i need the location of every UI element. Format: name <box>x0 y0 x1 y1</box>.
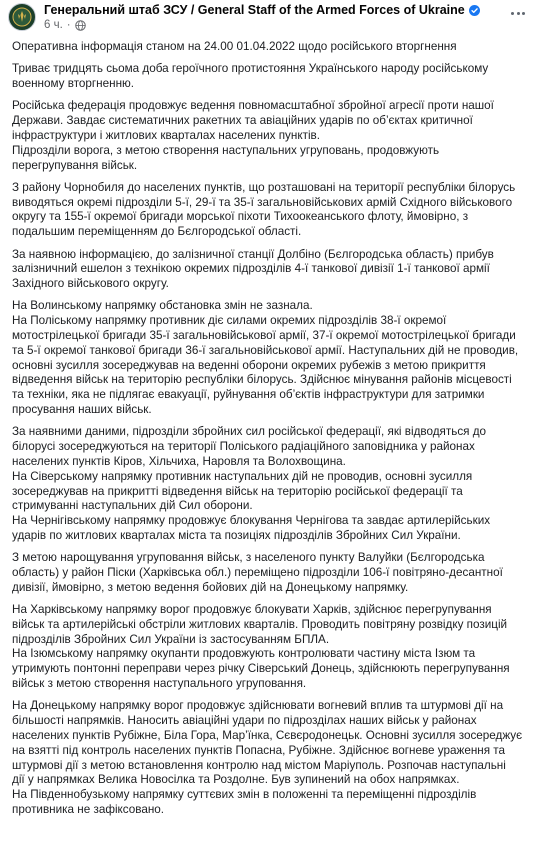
post-text-line: стримуванні наступальних дій Сил оборони. <box>12 499 253 513</box>
post-text-line: військ з метою створення наступального угруповання. <box>12 677 307 691</box>
post-text-line: білорусі зосереджуються на території Поліського радіаційного заповідника у районах <box>12 440 475 454</box>
post-paragraph <box>12 40 526 55</box>
post-text-line: дії у напрямках Велика Новосілка та Роздолне. Був зупинений на обох напрямках. <box>12 773 460 787</box>
post-text-line: підрозділів Збройних Сил України із застосуванням БПЛА. <box>12 632 330 646</box>
post-paragraph <box>12 425 526 543</box>
post-paragraph <box>12 603 526 692</box>
post-text-line: На Волинському напрямку обстановка змін не зазнала. <box>12 299 313 313</box>
post-text-line: та 5-ї окремої танкової бригади 36-ї загальновійськової армії. Наступальних дій не проводив, <box>12 343 519 357</box>
post-text-line: відведення військ на територію республіки білорусь. Здійснює мінування районів місцевості <box>12 373 512 387</box>
globe-icon <box>75 20 86 31</box>
post-text-line: На Ізюмському напрямку окупанти продовжують контролювати частину міста Ізюм та <box>12 647 476 661</box>
post-text-line: Держави. Завдає систематичних ракетних та авіаційних ударів по об’єктах критичної <box>12 114 473 128</box>
post-text-line: військ та артилерійські обстріли житлових кварталів. Проводить повітряну розвідку позицій <box>12 617 508 631</box>
post-text-line: За наявними даними, підрозділи збройних сил російської федерації, які відводяться до <box>12 425 487 439</box>
post-text-line: На Південнобузькому напрямку суттєвих змін в положенні та переміщенні підрозділів <box>12 788 477 802</box>
more-dot-icon <box>522 12 525 15</box>
post-text-line: Оперативна інформація станом на 24.00 01.04.2022 щодо російського вторгнення <box>12 40 457 53</box>
post-meta <box>44 18 480 32</box>
post-paragraph <box>12 181 526 240</box>
post-text-line: Підрозділи ворога, з метою створення наступальних угруповань, продовжують <box>12 143 440 157</box>
post-text-line: На Поліському напрямку противник діє силами окремих підрозділів 38-ї окремої <box>12 314 447 328</box>
post-text-line: дивізії, ймовірно, з метою ведення бойових дій на Донецькому напрямку. <box>12 580 409 594</box>
page-name-link[interactable]: Генеральний штаб ЗСУ / General Staff of the Armed Forces of Ukraine <box>44 3 465 17</box>
post-text-line: на взятті під контроль населених пунктів Попасна, Рубіжне. Здійснює вогневе ураження та <box>12 743 506 757</box>
post-paragraph <box>12 299 526 417</box>
post-text-line: та техніки, яка не підлягає евакуації, руйнування об’єктів інфраструктури для затримки <box>12 388 485 402</box>
post-text-line: перегрупування військ. <box>12 158 138 172</box>
post-paragraph <box>12 99 526 173</box>
post-text-line: подальшим переміщенням до Бєлгородської області. <box>12 225 302 239</box>
post-text-line: На Сіверському напрямку противник наступальних дій не проводив, основні зусилля <box>12 469 473 483</box>
post-text-line: З метою нарощування угруповання військ, з населеного пункту Валуйки (Бєлгородська <box>12 551 485 565</box>
post-text-line: мотострілецької бригади 35-ї загальновійськової армії, 37-ї окремої мотострілецької бригади <box>12 329 516 343</box>
emblem-icon <box>12 7 32 27</box>
post-text-line: Триває тридцять сьома доба героїчного протистояння Українського народу російському <box>12 62 489 76</box>
post-text-line: населених пунктів Кіров, Хільчиха, Наровля та Волохвощина. <box>12 454 346 468</box>
post-text-line: утримують понтонні переправи через річку Сіверський Донець, здійснюють перегрупування <box>12 662 510 676</box>
post-text <box>0 34 538 818</box>
post-text-line: просування наших військ. <box>12 403 152 417</box>
post-text-line: виводяться окремі підрозділи 5-ї, 29-ї та 35-ї загальновійськових армій Східного військового <box>12 195 513 209</box>
more-dot-icon <box>517 12 520 15</box>
post-text-line: Російська федерація продовжує ведення повномасштабної збройної агресії проти нашої <box>12 99 494 113</box>
post-text-line: населених пунктів Рубіжне, Біла Гора, Мар’їнка, Сєвєродонецьк. Основні зусилля зосереджує <box>12 728 523 742</box>
post-text-line: На Донецькому напрямку ворог продовжує здійснювати вогневий вплив та штурмові дії на <box>12 699 504 713</box>
post-header <box>0 0 538 34</box>
post-text-line: округу та 155-ї окремої бригади морської піхоти Тихоокеанського флоту, ймовірно, з <box>12 210 469 224</box>
meta-separator: · <box>66 19 71 31</box>
post-text-line: противника не зафіксовано. <box>12 802 165 816</box>
post-timestamp[interactable]: 6 ч. <box>44 19 63 31</box>
post-text-line: Західного військового округу. <box>12 277 169 291</box>
post-paragraph <box>12 551 526 595</box>
post-text-line: На Харківському напрямку ворог продовжує блокувати Харків, здійснює перегрупування <box>12 603 492 617</box>
post-paragraph <box>12 62 526 92</box>
more-options-button[interactable] <box>506 3 530 23</box>
post-text-line: штурмові дії з метою встановлення контролю над містом Маріуполь. Розпочав наступальні <box>12 758 506 772</box>
post-text-line: З району Чорнобиля до населених пунктів, що розташовані на території республіки білорусь <box>12 180 516 194</box>
post-text-line: На Чернігівському напрямку продовжує блокування Чернігова та завдає артилерійських <box>12 514 491 528</box>
post-text-line: залізничний ешелон з технікою окремих підрозділів 4-ї танкової дивізії 1-ї танкової армії <box>12 262 490 276</box>
post-paragraph <box>12 248 526 292</box>
more-dot-icon <box>511 12 514 15</box>
post-text-line: основні зусилля зосереджував на веденні оборони окремих рубежів з метою прикриття <box>12 358 486 372</box>
post-text-line: більшості напрямків. Наносить авіаційні удари по підрозділах наших військ у районах <box>12 714 477 728</box>
post-text-line: ударів по житлових кварталах міста та позиціях підрозділів Збройних Сил України. <box>12 528 461 542</box>
post-paragraph <box>12 699 526 817</box>
post-text-line: зосереджував на прикритті відведення військ на територію російської федерації та <box>12 484 463 498</box>
page-avatar[interactable] <box>8 3 36 31</box>
post-text-line: За наявною інформацією, до залізничної станції Долбіно (Бєлгородська область) прибув <box>12 247 494 261</box>
post-text-line: военному вторгненню. <box>12 77 135 91</box>
post-text-line: область) у район Піски (Харківська обл.) переміщено підрозділи 106-ї повітряно-десантної <box>12 566 503 579</box>
verified-badge-icon <box>469 5 480 16</box>
post-text-line: інфраструктури і житлових кварталах населених пунктів. <box>12 128 321 142</box>
